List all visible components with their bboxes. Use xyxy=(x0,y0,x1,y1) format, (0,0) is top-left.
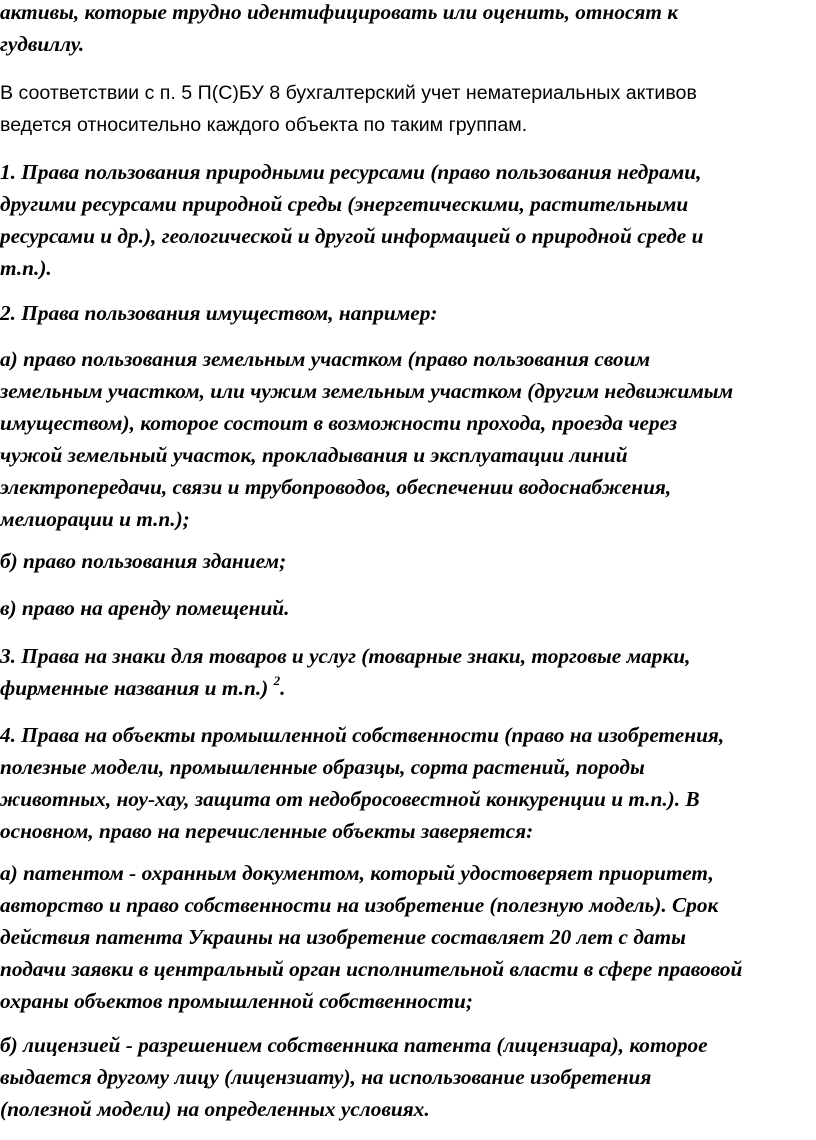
text-line: электропередачи, связи и трубопроводов, обеспечении водоснабжения, xyxy=(0,475,672,499)
paragraph-item-3-trademarks xyxy=(0,640,690,704)
text-line: В соответствии с п. 5 П(С)БУ 8 бухгалтерский учет нематериальных активов xyxy=(0,82,697,104)
text-line: действия патента Украины на изобретение составляет 20 лет с даты xyxy=(0,925,686,949)
text-line: земельным участком, или чужим земельным участком (другим недвижимым xyxy=(0,379,734,403)
text-line: 3. Права на знаки для товаров и услуг (товарные знаки, торговые марки, xyxy=(0,644,691,668)
paragraph-goodwill-continuation xyxy=(0,0,678,60)
text-line: другими ресурсами природной среды (энергетическими, растительными xyxy=(0,192,689,216)
text-line: выдается другому лицу (лицензиату), на использование изобретения xyxy=(0,1065,652,1089)
paragraph-item-4-industrial-property xyxy=(0,719,724,847)
text-line: а) право пользования земельным участком (право пользования своим xyxy=(0,347,651,371)
text-line: ведется относительно каждого объекта по таким группам. xyxy=(0,114,528,136)
text-line: в) право на аренду помещений. xyxy=(0,596,290,620)
text-line: ресурсами и др.), геологической и другой информацией о природной среде и xyxy=(0,224,704,248)
text-line: мелиорации и т.п.); xyxy=(0,507,190,531)
text-line: имуществом), которое состоит в возможности прохода, проезда через xyxy=(0,411,678,435)
text-line: полезные модели, промышленные образцы, сорта растений, породы xyxy=(0,755,645,779)
text-line: авторство и право собственности на изобретение (полезную модель). Срок xyxy=(0,893,719,917)
paragraph-item-2b-building-use xyxy=(0,545,286,577)
text-line: 4. Права на объекты промышленной собственности (право на изобретения, xyxy=(0,723,725,747)
paragraph-item-2v-premises-lease xyxy=(0,592,289,624)
paragraph-accounting-groups-intro xyxy=(0,77,697,141)
text-line: б) право пользования зданием; xyxy=(0,549,287,573)
paragraph-item-1-natural-resources xyxy=(0,156,703,284)
text-line: активы, которые трудно идентифицировать или оценить, относят к xyxy=(0,0,679,24)
paragraph-item-2a-land-use xyxy=(0,343,733,535)
paragraph-item-4b-license xyxy=(0,1029,708,1125)
text-line: 2. Права пользования имуществом, например: xyxy=(0,301,438,325)
paragraph-item-4a-patent xyxy=(0,857,742,1017)
text-line: а) патентом - охранным документом, который удостоверяет приоритет, xyxy=(0,861,714,885)
text-line: охраны объектов промышленной собственности; xyxy=(0,989,473,1013)
text-line: (полезной модели) на определенных условиях. xyxy=(0,1097,430,1121)
text-line: 1. Права пользования природными ресурсами (право пользования недрами, xyxy=(0,160,702,184)
text-line: чужой земельный участок, прокладывания и эксплуатации линий xyxy=(0,443,628,467)
text-line: основном, право на перечисленные объекты заверяется: xyxy=(0,819,534,843)
text-fragment: . xyxy=(280,676,286,700)
text-line: т.п.). xyxy=(0,256,52,280)
text-line: б) лицензией - разрешением собственника патента (лицензиара), которое xyxy=(0,1033,708,1057)
text-line: подачи заявки в центральный орган исполнительной власти в сфере правовой xyxy=(0,957,743,981)
text-line: гудвиллу. xyxy=(0,32,85,56)
text-line: животных, ноу-хау, защита от недобросовестной конкуренции и т.п.). В xyxy=(0,787,700,811)
footnote-reference: 2 xyxy=(273,672,281,688)
paragraph-item-2-property-rights xyxy=(0,297,438,329)
text-fragment: фирменные названия и т.п.) xyxy=(0,676,269,700)
text-line xyxy=(0,672,690,704)
